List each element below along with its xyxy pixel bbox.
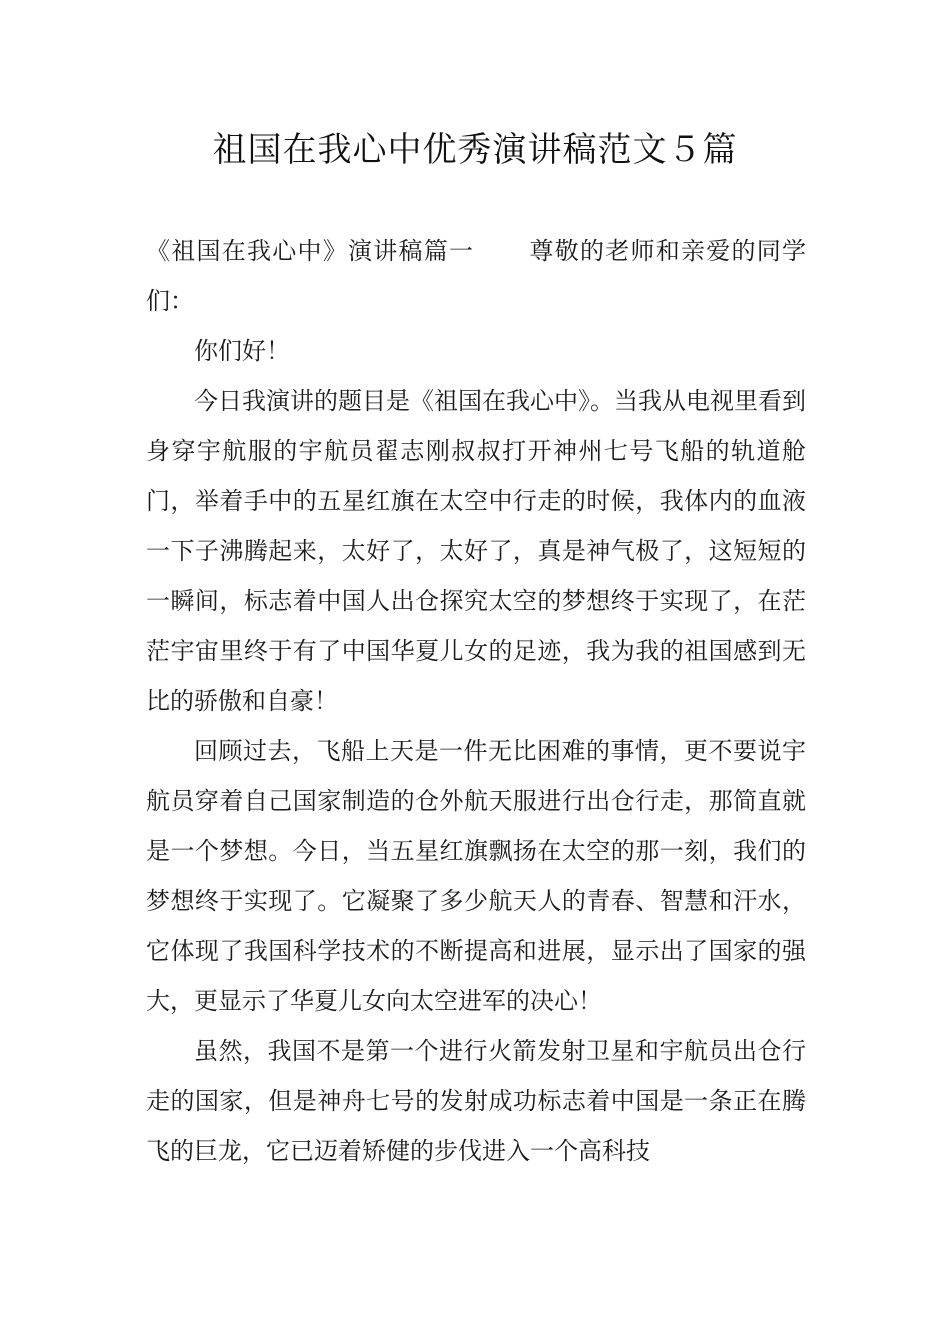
- speech-heading: 《祖国在我心中》演讲稿篇一: [146, 237, 475, 265]
- paragraph-3: 回顾过去，飞船上天是一件无比困难的事情，更不要说宇航员穿着自己国家制造的仓外航天服进行出仓行走，那简直就是一个梦想。今日，当五星红旗飘扬在太空的那一刻，我们的梦想终于实现了。它凝聚了多少航天人的青春、智慧和汗水，它体现了我国科学技术的不断提高和进展，显示出了国家的强大，更显示了华夏儿女向太空进军的决心！: [146, 737, 806, 1015]
- paragraph-4: 虽然，我国不是第一个进行火箭发射卫星和宇航员出仓行走的国家，但是神舟七号的发射成功标志着中国是一条正在腾飞的巨龙，它已迈着矫健的步伐进入一个高科技: [146, 1037, 806, 1165]
- document-body: [146, 226, 806, 1176]
- salutation: 尊敬的老师和亲爱的同学们：: [146, 237, 806, 315]
- paragraph-1: 你们好！: [194, 337, 290, 365]
- paragraph-2: 今日我演讲的题目是《祖国在我心中》。当我从电视里看到身穿宇航服的宇航员翟志刚叔叔打开神州七号飞船的轨道舱门，举着手中的五星红旗在太空中行走的时候，我体内的血液一下子沸腾起来，太好了，太好了，真是神气极了，这短短的一瞬间，标志着中国人出仓探究太空的梦想终于实现了，在茫茫宇宙里终于有了中国华夏儿女的足迹，我为我的祖国感到无比的骄傲和自豪！: [146, 387, 806, 715]
- document-title: 祖国在我心中优秀演讲稿范文５篇: [212, 130, 738, 170]
- intro-paragraph: [146, 226, 806, 326]
